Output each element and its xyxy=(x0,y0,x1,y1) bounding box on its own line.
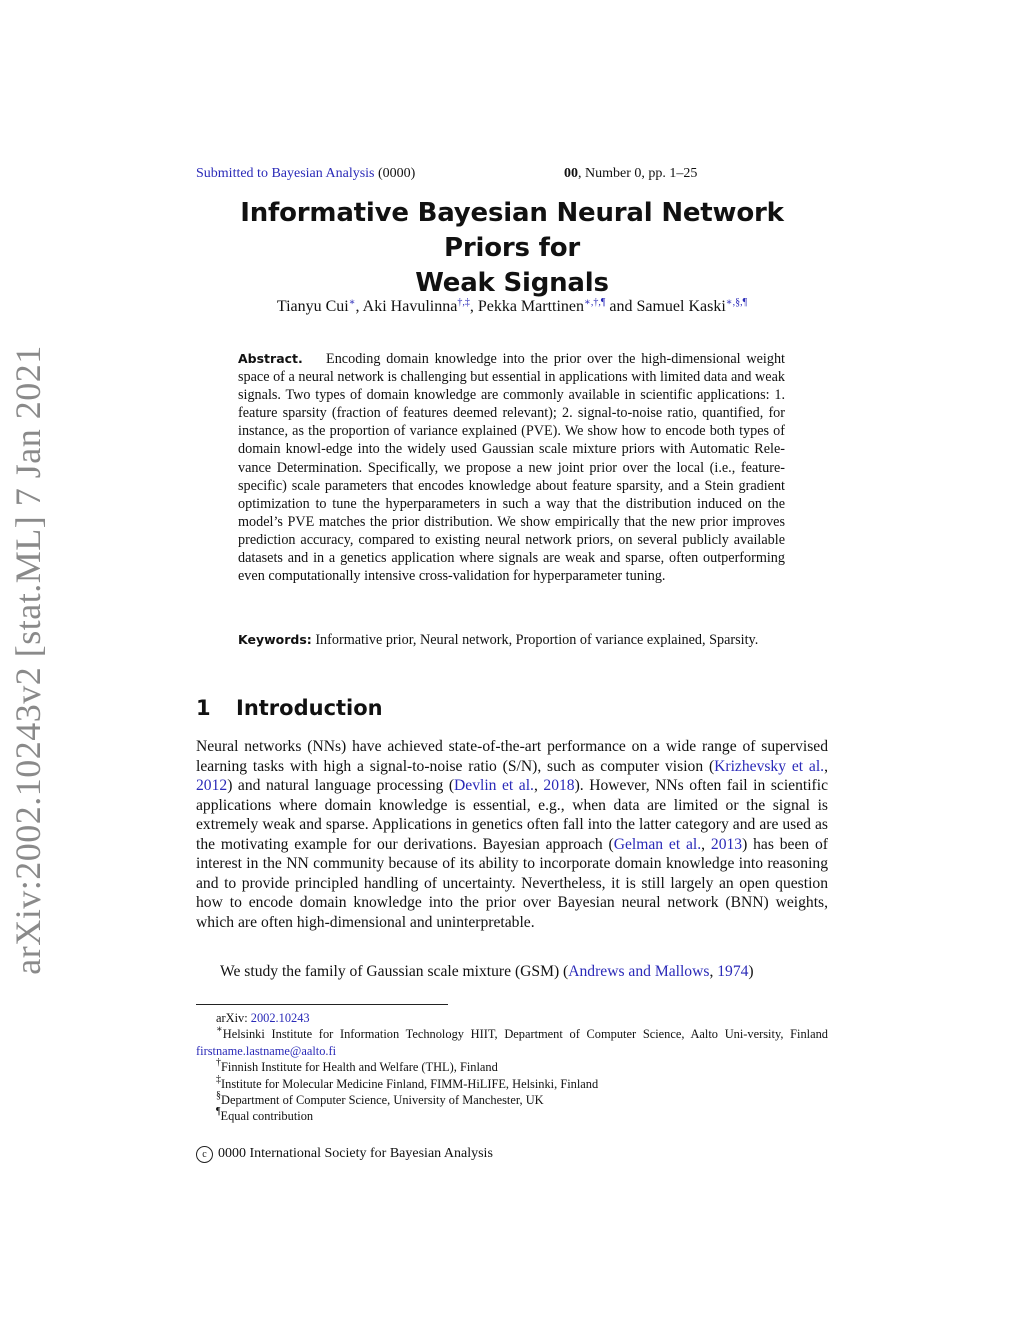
author-name: Pekka Marttinen xyxy=(477,298,585,315)
citation-link[interactable]: Krizhevsky et al. xyxy=(714,757,825,775)
footnote-text: Department of Computer Science, University of Manchester, UK xyxy=(221,1093,544,1108)
arxiv-stamp-text: arXiv:2002.10243v2 [stat.ML] 7 Jan 2021 xyxy=(8,345,48,975)
paragraph-text: ). However, NNs often fail in scientific applications where domain knowledge is essential, e.g., when data are limited or the signal is extremely weak and sparse. Applications in genetics often fall into the latter category and are used as the motivating example for our derivations. Bayesian approach ( xyxy=(196,777,828,853)
section-heading xyxy=(196,696,383,720)
section-number: 1 xyxy=(196,696,211,720)
paragraph-text: ) has been of interest in the NN community because of its ability to incorporate domain knowledge into reasoning and to provide principled handling of uncertainty. Nevertheless, it is still largely an open question how to encode domain knowledge into the prior over Bayesian neural network (BNN) weights, which are often high-dimensional and uninterpretable. xyxy=(196,835,828,931)
copyright-notice xyxy=(196,1146,493,1163)
footnote xyxy=(196,1073,828,1092)
paragraph-text: ) xyxy=(748,963,754,980)
footnote xyxy=(196,1092,828,1108)
citation-link[interactable]: Gelman et al. xyxy=(613,835,702,853)
citation-link[interactable]: Devlin et al. xyxy=(454,777,534,794)
title-line-1: Informative Bayesian Neural Network Priors for xyxy=(240,198,784,263)
title-line-2: Weak Signals xyxy=(415,268,609,298)
footnote xyxy=(196,1059,828,1075)
volume-number: 00 xyxy=(564,166,578,181)
footnotes xyxy=(196,1010,828,1125)
paper-title xyxy=(196,196,828,301)
author-affiliation-mark[interactable]: †,‡ xyxy=(457,297,470,308)
section-title: Introduction xyxy=(236,696,383,720)
footnote-label: arXiv: xyxy=(216,1011,251,1025)
citation-separator: , xyxy=(701,835,711,853)
footnote-mark: ¶ xyxy=(216,1106,221,1118)
copyright-icon: c xyxy=(196,1146,213,1163)
running-header xyxy=(196,166,836,184)
citation-year-link[interactable]: 1974 xyxy=(717,963,749,980)
footnote-mark: ∗ xyxy=(216,1024,223,1036)
footnote xyxy=(196,1026,828,1059)
journal-year: (0000) xyxy=(378,166,416,181)
issue-pages: , Number 0, pp. 1–25 xyxy=(578,166,698,181)
author-separator: , xyxy=(469,298,478,315)
author-separator: , xyxy=(355,298,363,315)
author-affiliation-mark[interactable]: ∗ xyxy=(348,297,356,308)
footnote-mark: § xyxy=(216,1090,221,1102)
author-name: Aki Havulinna xyxy=(362,298,458,315)
citation-separator: , xyxy=(533,777,544,794)
citation-link[interactable]: Andrews and Mallows xyxy=(568,963,710,980)
author-name: Samuel Kaski xyxy=(636,298,726,315)
author-list xyxy=(196,298,828,316)
footnote-text: Equal contribution xyxy=(220,1109,314,1124)
citation-separator: , xyxy=(824,757,828,775)
paragraph-text: We study the family of Gaussian scale mixture (GSM) ( xyxy=(220,963,569,980)
intro-paragraph xyxy=(196,962,828,982)
citation-year-link[interactable]: 2018 xyxy=(543,777,575,794)
keywords xyxy=(238,631,785,650)
footnote xyxy=(196,1108,828,1124)
paragraph-text: Neural networks (NNs) have achieved state-of-the-art performance on a wide range of supervised learning tasks with high a signal-to-noise ratio (S/N), such as computer vision ( xyxy=(196,738,828,775)
footnote-text: Helsinki Institute for Information Technology HIIT, Department of Computer Science, Aalto Uni-versity, Finland xyxy=(222,1027,828,1042)
citation-separator: , xyxy=(709,963,718,980)
citation-year-link[interactable]: 2013 xyxy=(710,835,743,853)
abstract-text: Encoding domain knowledge into the prior over the high-dimensional weight space of a neural network is challenging but essential in applications with limited data and weak signals. Two types of domain knowledge are commonly available in scientific applications: 1. feature sparsity (fraction of features deemed relevant); 2. signal-to-noise ratio, quantified, for instance, as the proportion of variance explained (PVE). We show how to encode both types of domain knowl-edge into the widely used Gaussian scale mixture priors with Automatic Rele-vance Determination. Specifically, we propose a new joint prior over the local (i.e., feature-specific) scale parameters that encodes knowledge about feature sparsity, and a Stein gradient optimization to tune the hyperparameters in such a way that the distribution induced on the model’s PVE matches the prior distribution. We show empirically that the new prior improves prediction accuracy, compared to existing neural network priors, on several publicly available datasets and in a genetics application where signals are weak and sparse, often outperforming even computationally intensive cross-validation for hyperparameter tuning. xyxy=(238,351,785,585)
footnote-rule xyxy=(196,1004,448,1005)
paragraph-text: ) and natural language processing ( xyxy=(227,777,455,794)
intro-paragraph xyxy=(196,737,828,932)
email-link[interactable]: firstname.lastname@aalto.fi xyxy=(196,1043,337,1058)
footnote-mark: ‡ xyxy=(216,1073,221,1085)
journal-link[interactable]: Submitted to Bayesian Analysis xyxy=(196,166,375,181)
author-affiliation-mark[interactable]: ∗,§,¶ xyxy=(725,297,748,308)
footnote-text: Institute for Molecular Medicine Finland, FIMM-HiLIFE, Helsinki, Finland xyxy=(221,1076,599,1091)
copyright-text: 0000 International Society for Bayesian Analysis xyxy=(218,1146,493,1161)
keywords-label: Keywords: xyxy=(238,632,312,647)
footnote-arxiv xyxy=(196,1010,828,1026)
arxiv-id-link[interactable]: 2002.10243 xyxy=(250,1011,310,1025)
footnote-mark: † xyxy=(216,1057,221,1069)
author-name: Tianyu Cui xyxy=(276,298,349,315)
abstract-label: Abstract. xyxy=(238,351,303,366)
author-affiliation-mark[interactable]: ∗,†,¶ xyxy=(584,297,606,308)
citation-year-link[interactable]: 2012 xyxy=(196,777,228,794)
keywords-text: Informative prior, Neural network, Proportion of variance explained, Sparsity. xyxy=(315,632,759,648)
footnote-text: Finnish Institute for Health and Welfare (THL), Finland xyxy=(221,1060,498,1075)
author-conjunction: and xyxy=(605,298,637,315)
abstract xyxy=(238,350,785,585)
